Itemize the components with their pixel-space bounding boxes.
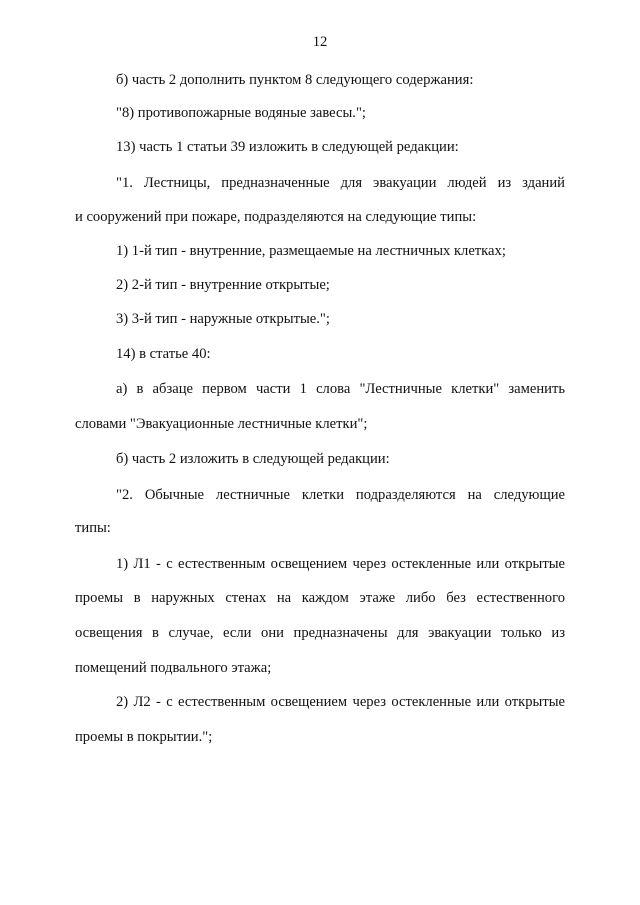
text-line: 1) 1-й тип - внутренние, размещаемые на лестничных клетках;: [116, 243, 506, 259]
page-number: 12: [312, 34, 328, 50]
text-line: и сооружений при пожаре, подразделяются на следующие типы:: [75, 209, 477, 225]
text-line: проемы в наружных стенах на каждом этаже либо без естественного: [75, 590, 565, 606]
text-line: "1. Лестницы, предназначенные для эвакуации людей из зданий: [116, 175, 565, 191]
text-line: 2) 2-й тип - внутренние открытые;: [116, 277, 330, 293]
text-line: "2. Обычные лестничные клетки подразделяются на следующие: [116, 487, 565, 503]
text-line: "8) противопожарные водяные завесы.";: [116, 105, 366, 121]
text-line: 14) в статье 40:: [116, 346, 211, 362]
text-line: типы:: [75, 520, 111, 536]
text-line: б) часть 2 изложить в следующей редакции:: [116, 451, 390, 467]
text-line: а) в абзаце первом части 1 слова "Лестничные клетки" заменить: [116, 381, 565, 397]
text-line: 13) часть 1 статьи 39 изложить в следующей редакции:: [116, 139, 459, 155]
text-line: словами "Эвакуационные лестничные клетки";: [75, 416, 368, 432]
text-line: освещения в случае, если они предназначены для эвакуации только из: [75, 625, 565, 641]
text-line: б) часть 2 дополнить пунктом 8 следующего содержания:: [116, 72, 474, 88]
text-line: 2) Л2 - с естественным освещением через остекленные или открытые: [116, 694, 565, 710]
text-line: помещений подвального этажа;: [75, 660, 272, 676]
text-line: 3) 3-й тип - наружные открытые.";: [116, 311, 330, 327]
text-line: 1) Л1 - с естественным освещением через остекленные или открытые: [116, 556, 565, 572]
text-line: проемы в покрытии.";: [75, 729, 213, 745]
